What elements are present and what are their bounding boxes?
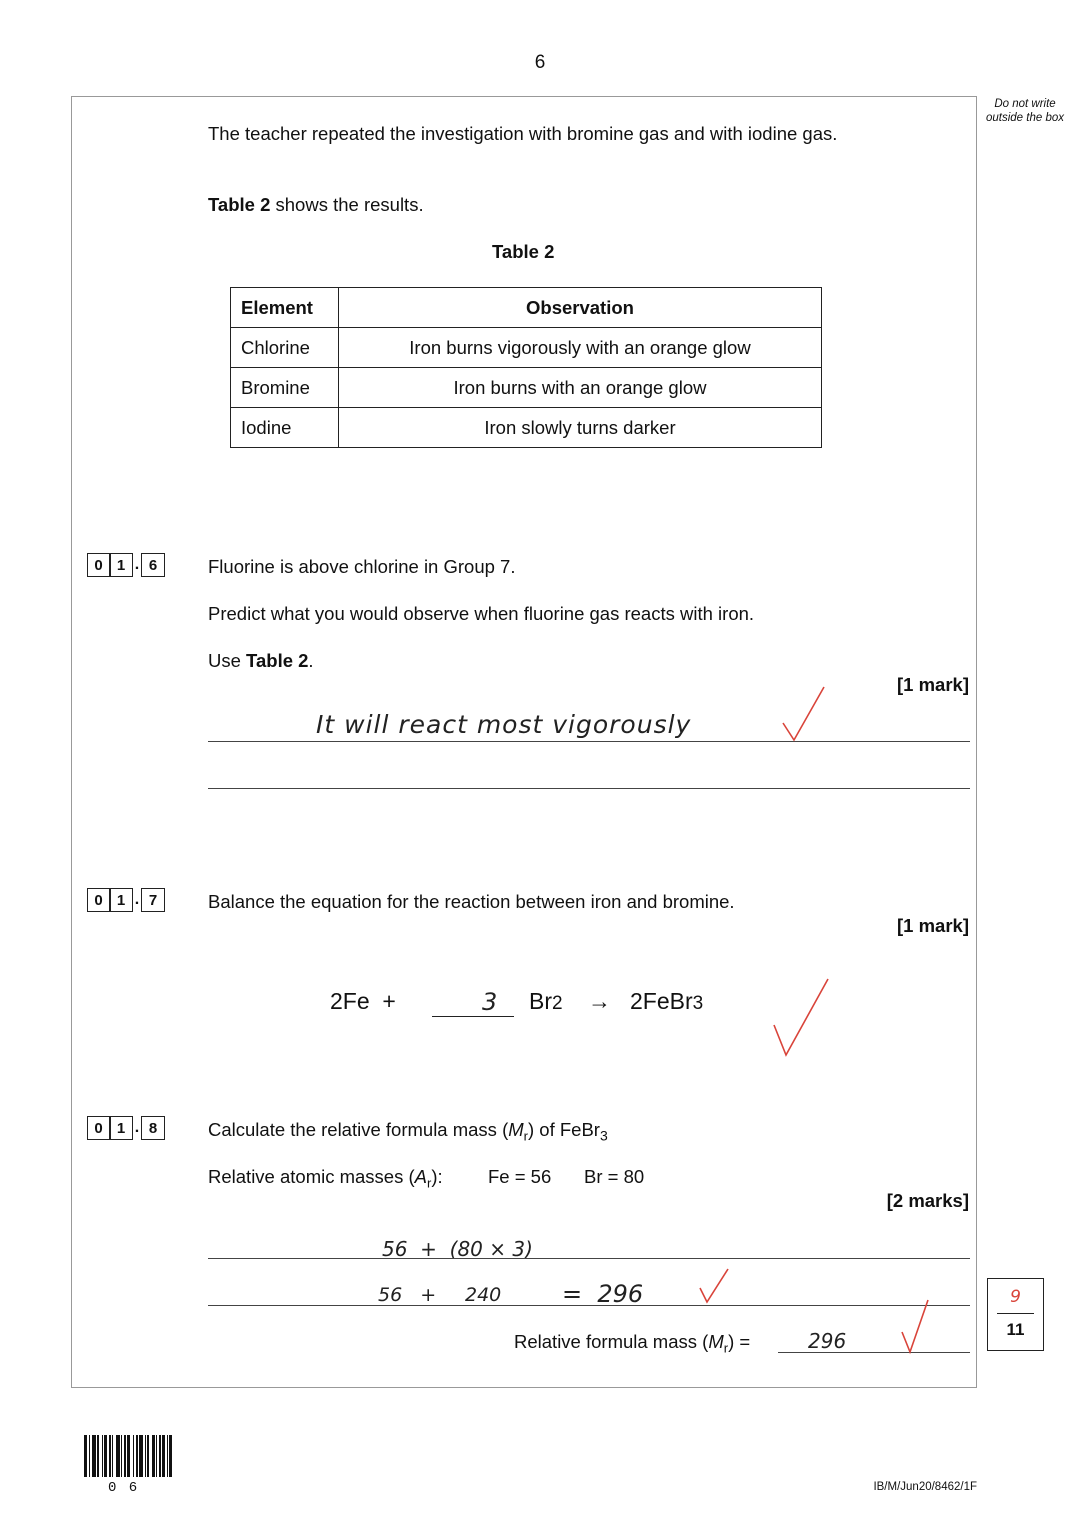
- result-answer-line: [778, 1352, 970, 1353]
- cell-observation: Iron slowly turns darker: [339, 408, 822, 448]
- tick-mark-icon: [900, 1298, 932, 1356]
- header-observation: Observation: [339, 288, 822, 328]
- table-ref-bold: Table 2: [208, 194, 271, 215]
- q8-handwritten-result: 296: [808, 1329, 847, 1353]
- q8-result-label: Relative formula mass $(M_r)$ =: [514, 1331, 751, 1356]
- page-number: 6: [534, 52, 546, 73]
- results-table: [230, 287, 822, 448]
- equation-bromine: Br2: [529, 988, 563, 1014]
- intro-text: The teacher repeated the investigation with bromine gas and with iodine gas.: [208, 123, 838, 144]
- answer-line: [208, 741, 970, 742]
- table-title: Table 2: [492, 241, 555, 262]
- equation-arrow: →: [588, 988, 611, 1014]
- question-number-01-6: 0 1 . 6: [88, 553, 165, 577]
- cell-element: Chlorine: [231, 328, 339, 368]
- table-reference: [208, 194, 424, 216]
- q8-atomic-masses: Relative atomic masses $(A_r)$:: [208, 1166, 443, 1191]
- cell-element: Bromine: [231, 368, 339, 408]
- table-header-row: [231, 288, 822, 328]
- barcode: [84, 1435, 179, 1477]
- q8-text: Calculate the relative formula mass $(M_r)$ of FeBr$_3$: [208, 1119, 608, 1144]
- margin-note: Do not write outside the box: [985, 98, 1064, 124]
- equation-left: 2Fe +: [330, 988, 396, 1014]
- table-row: [231, 328, 822, 368]
- cell-observation: Iron burns vigorously with an orange glow: [339, 328, 822, 368]
- q8-br-mass: Br = 80: [584, 1166, 645, 1187]
- q6-prompt: Predict what you would observe when fluorine gas reacts with iron.: [208, 603, 755, 624]
- score-awarded: 9: [1010, 1287, 1021, 1307]
- score-total: 11: [1006, 1320, 1025, 1339]
- table-ref-rest: shows the results.: [270, 194, 424, 215]
- question-number-01-7: 0 1 . 7: [88, 888, 165, 912]
- table-row: [231, 408, 822, 448]
- q6-marks: [1 mark]: [897, 674, 969, 695]
- tick-mark-icon: [697, 1266, 732, 1306]
- question-number-01-8: 0 1 . 8: [88, 1116, 165, 1140]
- answer-line: [208, 1258, 970, 1259]
- cell-observation: Iron burns with an orange glow: [339, 368, 822, 408]
- footer-code: IB/M/Jun20/8462/1F: [873, 1481, 977, 1493]
- q8-working-line-2c: = 296: [562, 1280, 644, 1308]
- tick-mark-icon: [770, 975, 832, 1060]
- tick-mark-icon: [780, 685, 830, 745]
- q7-handwritten-answer: 3: [482, 988, 498, 1016]
- q6-use-table: Use Table 2.: [208, 650, 314, 671]
- q8-working-line-2b: 240: [465, 1284, 502, 1306]
- barcode-number: 0 6: [108, 1480, 140, 1496]
- equation-product: 2FeBr3: [630, 988, 704, 1014]
- q8-working-line-2a: 56 +: [378, 1284, 437, 1306]
- q8-working-line-1: 56 + (80 × 3): [382, 1237, 533, 1261]
- table-row: [231, 368, 822, 408]
- answer-line: [208, 788, 970, 789]
- score-divider: [997, 1313, 1034, 1314]
- q7-marks: [1 mark]: [897, 915, 969, 936]
- q6-handwritten-answer: It will react most vigorously: [316, 710, 692, 739]
- header-element: Element: [231, 288, 339, 328]
- q8-marks: [2 marks]: [886, 1190, 969, 1211]
- answer-line: [208, 1305, 970, 1306]
- q7-text: Balance the equation for the reaction between iron and bromine.: [208, 891, 735, 912]
- q6-text: Fluorine is above chlorine in Group 7.: [208, 556, 516, 577]
- q8-fe-mass: Fe = 56: [488, 1166, 552, 1187]
- cell-element: Iodine: [231, 408, 339, 448]
- equation-blank-line: [432, 1016, 514, 1017]
